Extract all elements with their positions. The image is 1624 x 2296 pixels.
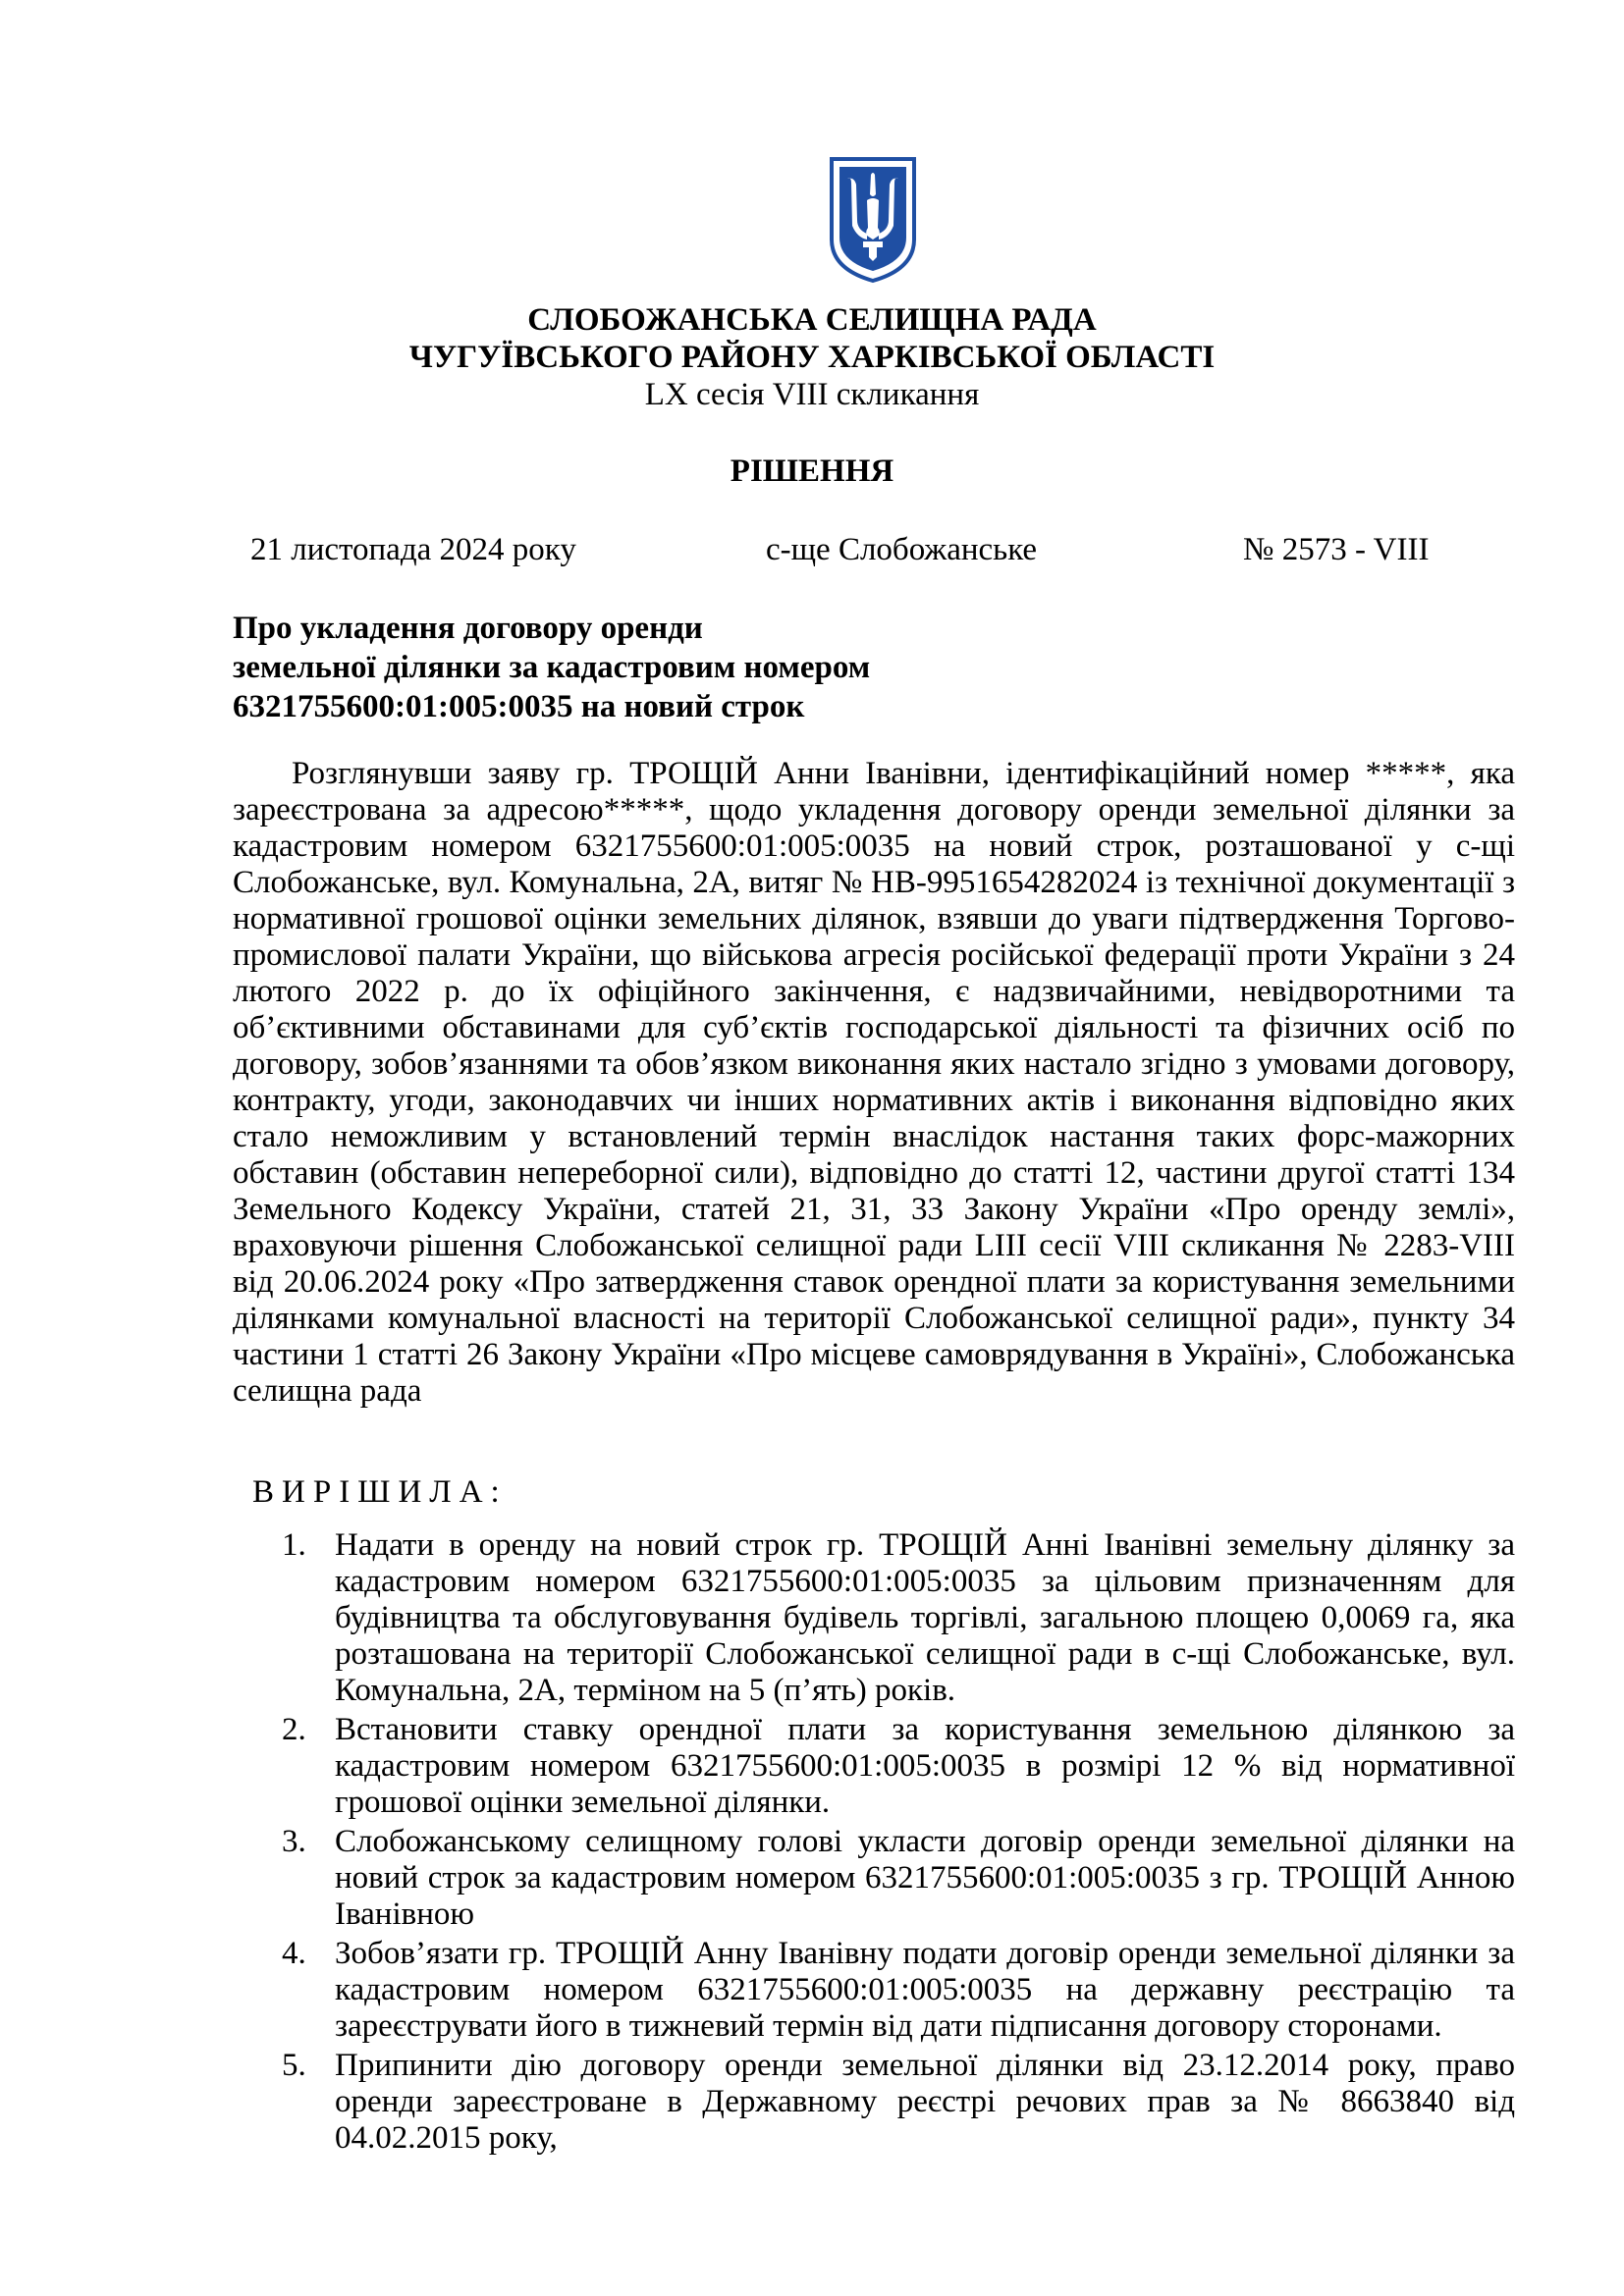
subject-line-3: 6321755600:01:005:0035 на новий строк [233,689,805,724]
decision-number: № 2573 - VIII [1243,532,1430,567]
list-item [233,2048,1515,2157]
item-text: Зобов’язати гр. ТРОЩІЙ Анну Іванівну подати договір оренди земельної ділянки за кадастровим номером 6321755600:01:005:0035 на державну реєстрацію та зареєструвати його в тижневий термін від дати підписання договору сторонами. [335,1936,1515,2044]
subject-line-1: Про укладення договору оренди [233,611,703,646]
district-title: ЧУГУЇВСЬКОГО РАЙОНУ ХАРКІВСЬКОЇ ОБЛАСТІ [408,340,1216,375]
item-number: 5. [282,2048,306,2083]
decided-label: ВИРІШИЛА: [252,1474,508,1510]
list-item [233,1936,1515,2045]
session-line: LX сесія VIII скликання [644,377,980,412]
list-item [233,1527,1515,1709]
item-text: Слобожанському селищному голові укласти договір оренди земельної ділянки на новий строк за кадастровим номером 6321755600:01:005:0035 з гр. ТРОЩІЙ Анною Іванівною [335,1824,1515,1932]
item-text: Надати в оренду на новий строк гр. ТРОЩІЙ Анні Іванівні земельну ділянку за кадастровим номером 6321755600:01:005:0035 за цільовим призначенням для будівництва та обслуговування будівель торгівлі, загальною площею 0,0069 га, яка розташована на території Слобожанської селищної ради в с-щі Слобожанське, вул. Комунальна, 2А, терміном на 5 (п’ять) років. [335,1527,1515,1708]
decision-place: с-ще Слобожанське [766,532,1038,567]
preamble-paragraph: Розглянувши заяву гр. ТРОЩІЙ Анни Іванівни, ідентифікаційний номер *****, яка зареєстрована за адресою*****, щодо укладення договору оренди земельної ділянки за кадастровим номером 6321755600:01:005:0035 на новий строк, розташованої у с-щі Слобожанське, вул. Комунальна, 2А, витяг № НВ-9951654282024 із технічної документації з нормативної грошової оцінки земельних ділянок, взявши до уваги підтвердження Торгово-промислової палати України, що військова агресія російської федерації проти України з 24 лютого 2022 р. до їх офіційного закінчення, є надзвичайними, невідворотними та об’єктивними обставинами для суб’єктів господарської діяльності та фізичних осіб по договору, зобов’язаннями та обов’язком виконання яких настало згідно з умовами договору, контракту, угоди, законодавчих чи інших нормативних актів і виконання відповідно яких стало неможливим у встановлений термін внаслідок настання таких форс-мажорних обставин (обставин непереборної сили), відповідно до статті 12, частини другої статті 134 Земельного Кодексу України, статей 21, 31, 33 Закону України «Про оренду землі», враховуючи рішення Слобожанської селищної ради LIII сесії VIII скликання № 2283-VIII від 20.06.2024 року «Про затвердження ставок орендної плати за користування земельними ділянками комунальної власності на території Слобожанської селищної ради», пункту 34 частини 1 статті 26 Закону України «Про місцеве самоврядування в Україні», Слобожанська селищна рада [233,756,1515,1409]
item-number: 1. [282,1527,306,1563]
list-item [233,1712,1515,1821]
item-number: 2. [282,1712,306,1747]
item-number: 3. [282,1824,306,1859]
item-text: Встановити ставку орендної плати за користування земельною ділянкою за кадастровим номером 6321755600:01:005:0035 в розмірі 12 % від нормативної грошової оцінки земельної ділянки. [335,1712,1515,1820]
council-title: СЛОБОЖАНСЬКА СЕЛИЩНА РАДА [527,302,1097,338]
list-item [233,1824,1515,1933]
item-text: Припинити дію договору оренди земельної ділянки від 23.12.2014 року, право оренди зареєстроване в Державному реєстрі речових прав за № 8663840 від 04.02.2015 року, [335,2048,1515,2156]
document-type-title: РІШЕННЯ [730,454,894,489]
item-number: 4. [282,1936,306,1971]
decision-subject [233,609,979,726]
decision-date: 21 листопада 2024 року [250,532,576,567]
subject-line-2: земельної ділянки за кадастровим номером [233,650,871,685]
coat-of-arms-emblem [828,155,918,285]
decision-items-list [233,1527,1515,2160]
